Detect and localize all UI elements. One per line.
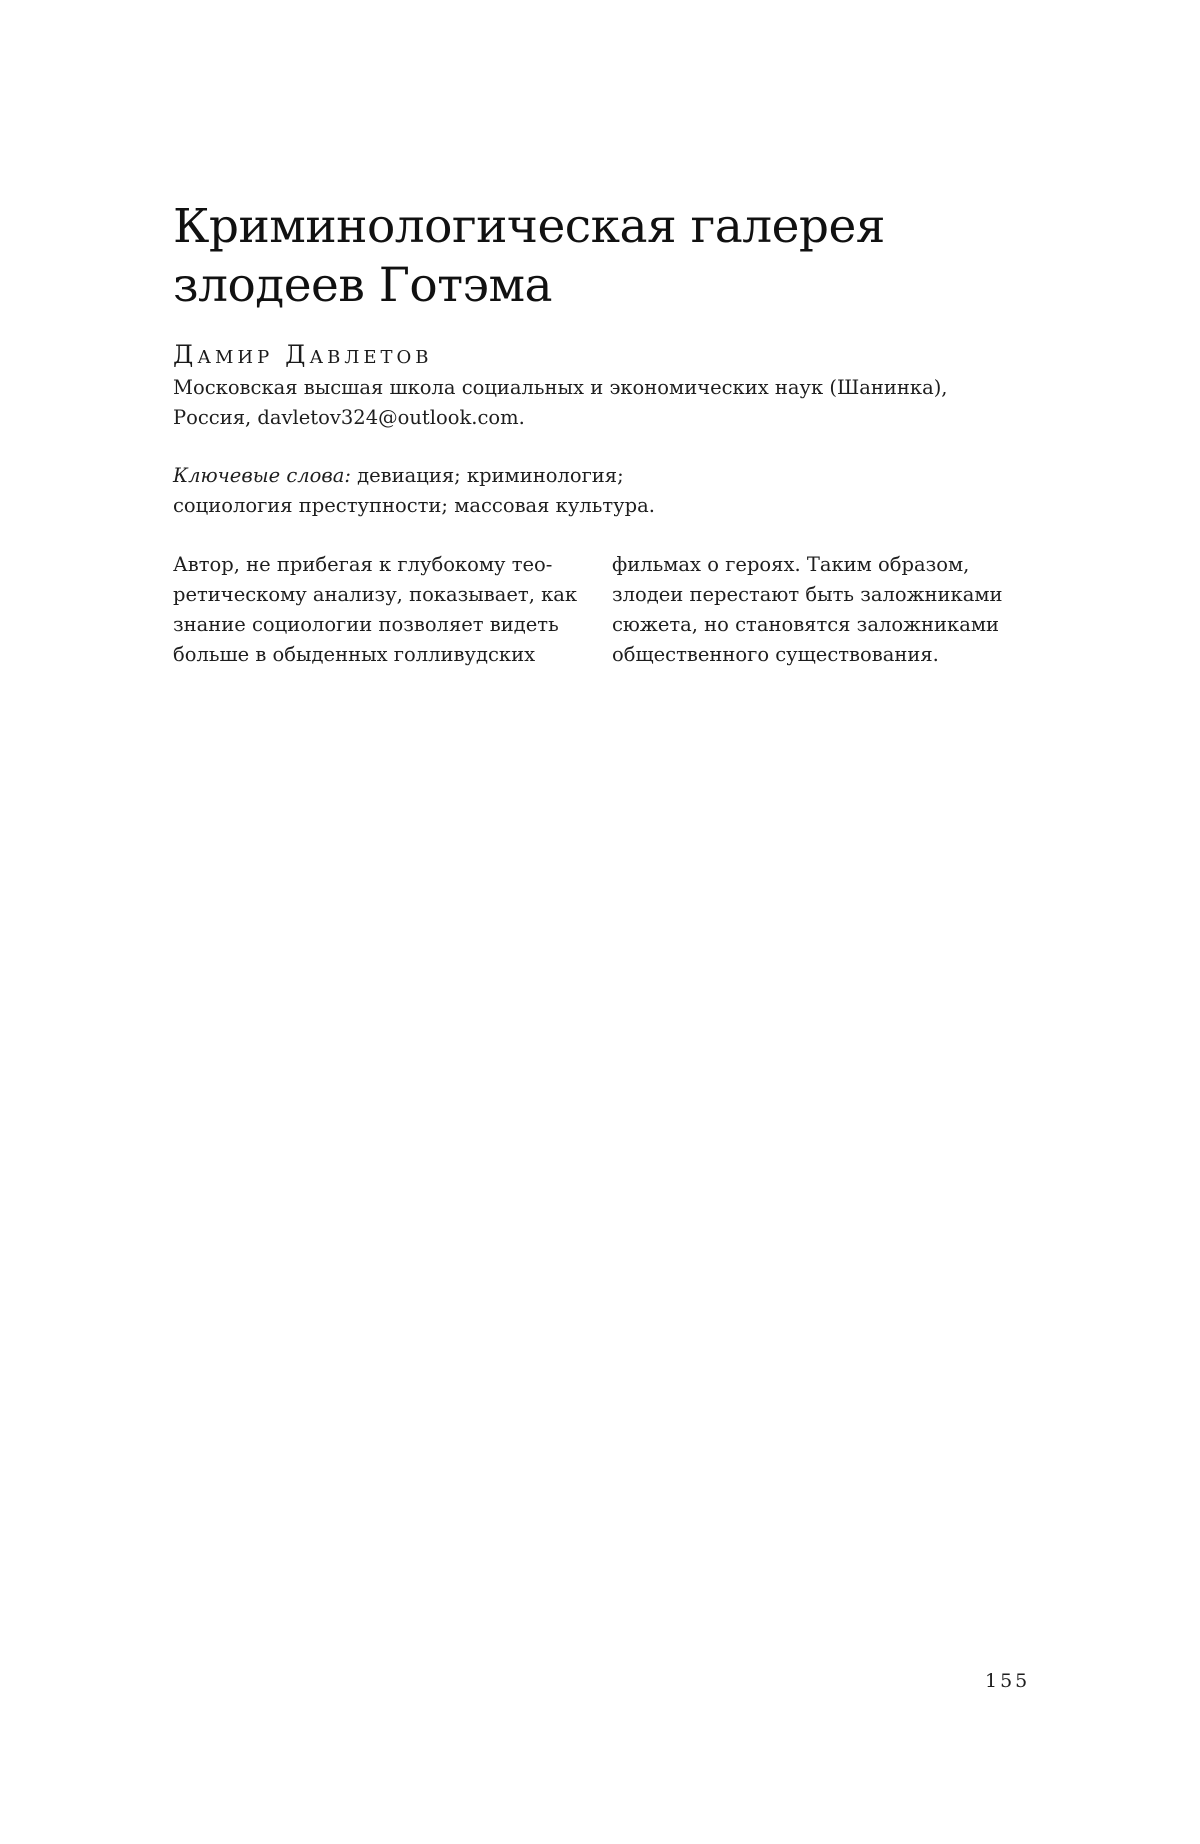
keywords-block bbox=[173, 461, 973, 521]
abstract-line: больше в обыденных голливудских bbox=[173, 643, 536, 666]
affiliation-line: Россия, davletov324@outlook.com. bbox=[173, 406, 525, 429]
article-title bbox=[173, 197, 993, 315]
article-title-line: Криминологическая галерея bbox=[173, 199, 885, 254]
abstract-column-right bbox=[612, 550, 1032, 670]
keywords-label: Ключевые слова: bbox=[173, 464, 351, 487]
abstract-line: ретическому анализу, показывает, как bbox=[173, 583, 578, 606]
keywords-line: социология преступности; массовая культура. bbox=[173, 494, 655, 517]
keywords-values: девиация; криминология; bbox=[350, 464, 624, 487]
abstract-column-left bbox=[173, 550, 593, 670]
author-affiliation bbox=[173, 373, 1023, 433]
abstract-line: злодеи перестают быть заложниками bbox=[612, 583, 1003, 606]
abstract-line: общественного существования. bbox=[612, 643, 939, 666]
affiliation-line: Московская высшая школа социальных и экономических наук (Шанинка), bbox=[173, 376, 948, 399]
abstract-line: Автор, не прибегая к глубокому тео- bbox=[173, 553, 553, 576]
abstract-line: фильмах о героях. Таким образом, bbox=[612, 553, 970, 576]
abstract-line: сюжета, но становятся заложниками bbox=[612, 613, 999, 636]
author-name: Дамир Давлетов bbox=[173, 340, 433, 369]
abstract-line: знание социологии позволяет видеть bbox=[173, 613, 559, 636]
keywords-line bbox=[173, 461, 973, 491]
page-number: 155 bbox=[985, 1670, 1031, 1692]
article-title-line: злодеев Готэма bbox=[173, 258, 553, 313]
